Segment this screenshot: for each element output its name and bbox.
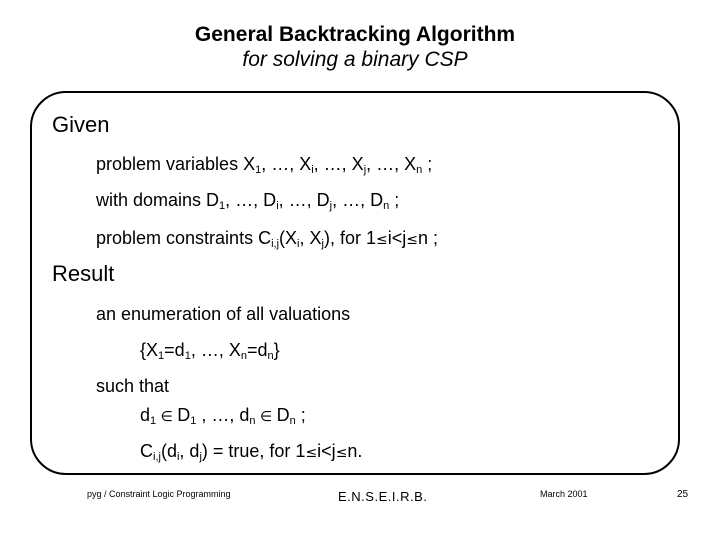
given-constraints-line: problem constraints $C_{i,j}(X_i$, $X_j$), for 1≤i<j≤n ; — [96, 228, 438, 250]
result-heading: Result — [52, 261, 115, 286]
given-domains-line: with domains $D_1$, …, $D_i$, …, $D_j$, …, $D_n$ ; — [96, 190, 400, 212]
slide-subtitle: for solving a binary CSP — [242, 48, 468, 71]
result-enumeration-line: an enumeration of all valuations — [96, 304, 351, 324]
slide-title: General Backtracking Algorithm — [194, 23, 516, 46]
content-frame — [30, 91, 680, 475]
result-constraint-line: $C_{i,j}(d_i$, $d_j$) = true, for 1≤i<j≤n. — [140, 441, 363, 463]
footer-author-course: pyg / Constraint Logic Programming — [87, 489, 231, 499]
footer-institution: E.N.S.E.I.R.B. — [338, 489, 428, 504]
result-such-that-line: such that — [96, 376, 170, 396]
given-heading: Given — [52, 112, 110, 137]
given-variables-line: problem variables $X_1$, …, $X_i$, …, $X_j$, …, $X_n$ ; — [96, 154, 433, 176]
result-valuation-line: {$X_1=d_1$, …, $X_n=d_n$} — [140, 340, 280, 362]
footer-page-number: 25 — [677, 489, 689, 500]
footer-date: March 2001 — [540, 489, 588, 499]
result-membership-line: $d_1$ ∈ $D_1$ , …, $d_n$ ∈ $D_n$ ; — [140, 405, 306, 427]
